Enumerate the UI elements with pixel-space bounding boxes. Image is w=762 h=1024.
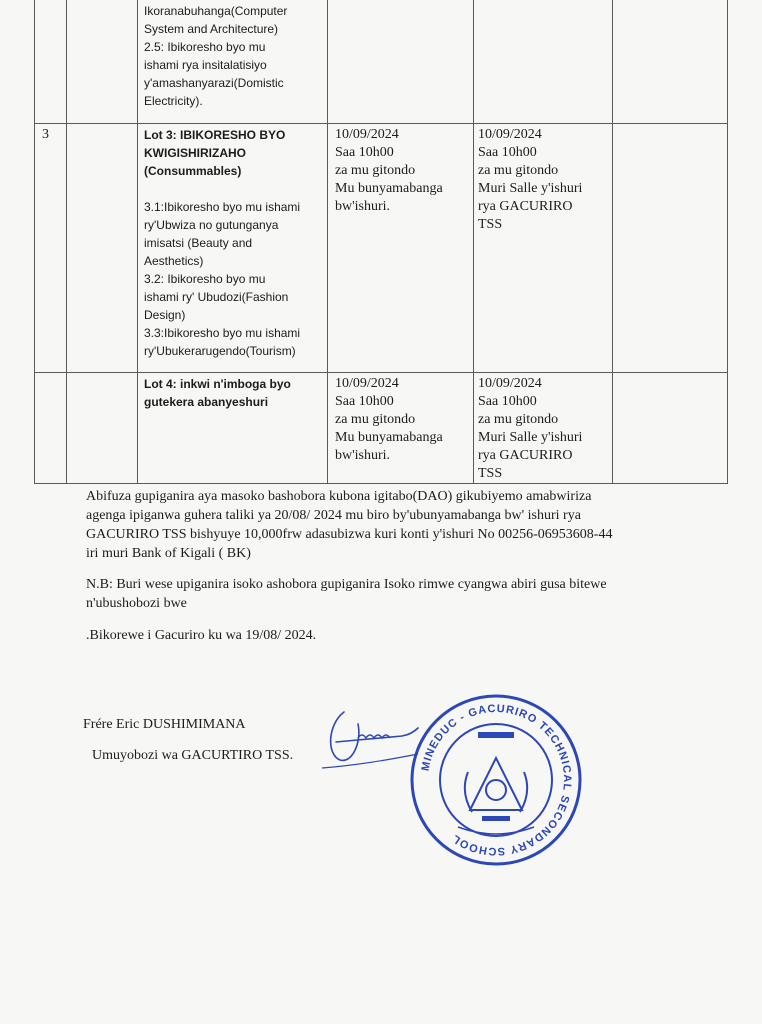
school-stamp [408, 692, 584, 868]
table-border-bottom [34, 483, 728, 484]
lot-4-opening [478, 375, 612, 483]
opening-line: TSS [478, 217, 503, 232]
top-row-lot-text [144, 2, 324, 110]
lot-title-line: KWIGISHIRIZAHO [144, 146, 246, 160]
lot-3-description [144, 126, 324, 360]
lot-item-line: ry'Ubwiza no gutunganya [144, 218, 279, 232]
opening-line: za mu gitondo [478, 412, 559, 427]
lot-item-line: Design) [144, 308, 186, 322]
table-border-left [34, 0, 35, 484]
deposit-line: 10/09/2024 [335, 376, 399, 391]
lot-item-line: 3.2: Ibikoresho byo mu [144, 272, 266, 286]
done-at-line: .Bikorewe i Gacuriro ku wa 19/08/ 2024. [86, 628, 317, 643]
lot-text-line: 2.5: Ibikoresho byo mu [144, 40, 266, 54]
table-row-divider [34, 372, 728, 373]
tender-table [34, 0, 728, 484]
lot-item-line: 3.1:Ibikoresho byo mu ishami [144, 200, 301, 214]
table-col-divider [612, 0, 613, 484]
signatory-name: Frére Eric DUSHIMIMANA [83, 717, 246, 732]
table-col-divider [137, 0, 138, 484]
lot-title-line: Lot 4: inkwi n'imboga byo [144, 377, 291, 391]
deposit-line: Mu bunyamabanga [335, 430, 443, 445]
dao-paragraph [86, 487, 716, 563]
lot-item-line: imisatsi (Beauty and [144, 236, 253, 250]
deposit-line: za mu gitondo [335, 412, 416, 427]
lot-3-opening [478, 126, 612, 234]
paragraph-line: N.B: Buri wese upiganira isoko ashobora gupiganira Isoko rimwe cyangwa abiri gusa bitewe [86, 577, 607, 592]
paragraph-line: agenga ipiganwa guhera taliki ya 20/08/ 2024 mu biro by'ubunyamabanga bw' ishuri rya [86, 508, 581, 523]
lot-item-line: 3.3:Ibikoresho byo mu ishami [144, 326, 301, 340]
lot-text-line: System and Architecture) [144, 22, 279, 36]
table-col-divider [66, 0, 67, 484]
paragraph-line: iri muri Bank of Kigali ( BK) [86, 546, 251, 561]
opening-line: TSS [478, 466, 503, 481]
opening-line: rya GACURIRO [478, 448, 573, 463]
paragraph-line: GACURIRO TSS bishyuye 10,000frw adasubizwa kuri konti y'ishuri No 00256-06953608-44 [86, 527, 613, 542]
deposit-line: bw'ishuri. [335, 448, 391, 463]
lot-item-line: ishami ry' Ubudozi(Fashion [144, 290, 289, 304]
table-col-divider [327, 0, 328, 484]
deposit-line: bw'ishuri. [335, 199, 391, 214]
opening-line: Muri Salle y'ishuri [478, 181, 583, 196]
lot-text-line: ishami rya insitalatisiyo [144, 58, 267, 72]
lot-item-line: ry'Ubukerarugendo(Tourism) [144, 344, 296, 358]
lot-text-line: y'amashanyarazi(Domistic [144, 76, 284, 90]
opening-line: Saa 10h00 [478, 145, 537, 160]
paragraph-line: Abifuza gupiganira aya masoko bashobora kubona igitabo(DAO) gikubiyemo amabwiriza [86, 489, 592, 504]
deposit-line: Mu bunyamabanga [335, 181, 443, 196]
opening-line: 10/09/2024 [478, 376, 542, 391]
deposit-line: Saa 10h00 [335, 145, 394, 160]
deposit-line: Saa 10h00 [335, 394, 394, 409]
opening-line: Saa 10h00 [478, 394, 537, 409]
stamp-ring-text: MINEDUC - GACURIRO TECHNICAL SECONDARY SCHOOL [419, 702, 574, 858]
lot-title-line: gutekera abanyeshuri [144, 395, 269, 409]
deposit-line: 10/09/2024 [335, 127, 399, 142]
table-border-right [727, 0, 728, 484]
lot-3-deposit [335, 126, 471, 216]
lot-title-line: (Consummables) [144, 164, 242, 178]
lot-item-line: Aesthetics) [144, 254, 204, 268]
lot-text-line: Ikoranabuhanga(Computer [144, 4, 288, 18]
paragraph-line: n'ubushobozi bwe [86, 596, 187, 611]
nb-paragraph [86, 575, 716, 613]
opening-line: rya GACURIRO [478, 199, 573, 214]
row-number: 3 [42, 127, 49, 142]
signatory-role: Umuyobozi wa GACURTIRO TSS. [92, 748, 294, 763]
lot-text-line: Electricity). [144, 94, 203, 108]
deposit-line: za mu gitondo [335, 163, 416, 178]
lot-4-deposit [335, 375, 471, 465]
opening-line: za mu gitondo [478, 163, 559, 178]
table-row-divider [34, 123, 728, 124]
lot-title-line: Lot 3: IBIKORESHO BYO [144, 128, 286, 142]
opening-line: Muri Salle y'ishuri [478, 430, 583, 445]
opening-line: 10/09/2024 [478, 127, 542, 142]
lot-4-description [144, 375, 324, 411]
table-col-divider [473, 0, 474, 484]
lot-title [144, 126, 324, 180]
